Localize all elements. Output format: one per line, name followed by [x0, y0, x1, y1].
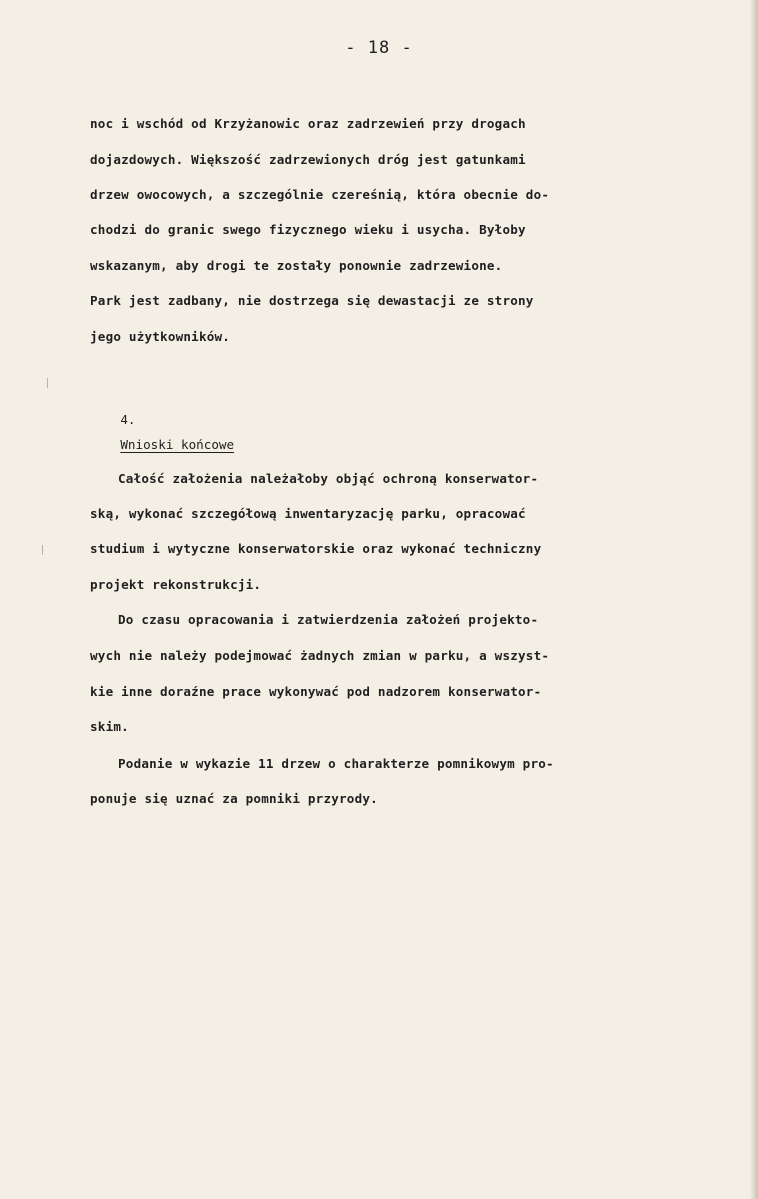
paragraph-2-line-1: Całość założenia należałoby objąć ochroną konserwator- [118, 471, 539, 486]
paragraph-1-line-7: jego użytkowników. [90, 329, 231, 344]
paragraph-3-line-3: kie inne doraźne prace wykonywać pod nadzorem konserwator- [90, 684, 542, 699]
page-number: - 18 - [345, 38, 413, 58]
paragraph-1-line-6: Park jest zadbany, nie dostrzega się dewastacji ze strony [90, 293, 534, 308]
paragraph-2-line-2: ską, wykonać szczegółową inwentaryzację parku, opracować [90, 506, 526, 521]
paragraph-3-line-2: wych nie należy podejmować żadnych zmian w parku, a wszyst- [90, 648, 550, 663]
section-title: Wnioski końcowe [120, 436, 235, 452]
scan-mark [47, 378, 48, 388]
paragraph-1-line-4: chodzi do granic swego fizycznego wieku i usycha. Byłoby [90, 222, 526, 237]
paragraph-1-line-2: dojazdowych. Większość zadrzewionych dróg jest gatunkami [90, 152, 526, 167]
paragraph-3-line-4: skim. [90, 719, 129, 734]
paragraph-1-line-1: noc i wschód od Krzyżanowic oraz zadrzewień przy drogach [90, 116, 526, 131]
page-edge-shadow [750, 0, 758, 1199]
paragraph-2-line-4: projekt rekonstrukcji. [90, 577, 262, 592]
paragraph-4-line-1: Podanie w wykazie 11 drzew o charakterze pomnikowym pro- [118, 756, 554, 771]
scan-mark [42, 545, 43, 555]
paragraph-4-line-2: ponuje się uznać za pomniki przyrody. [90, 791, 378, 806]
section-heading [90, 401, 234, 464]
section-number: 4. [120, 411, 136, 427]
paragraph-1-line-3: drzew owocowych, a szczególnie czereśnią, która obecnie do- [90, 187, 550, 202]
paragraph-1-line-5: wskazanym, aby drogi te zostały ponownie zadrzewione. [90, 258, 503, 273]
paragraph-2-line-3: studium i wytyczne konserwatorskie oraz wykonać techniczny [90, 541, 542, 556]
paragraph-3-line-1: Do czasu opracowania i zatwierdzenia założeń projekto- [118, 612, 539, 627]
